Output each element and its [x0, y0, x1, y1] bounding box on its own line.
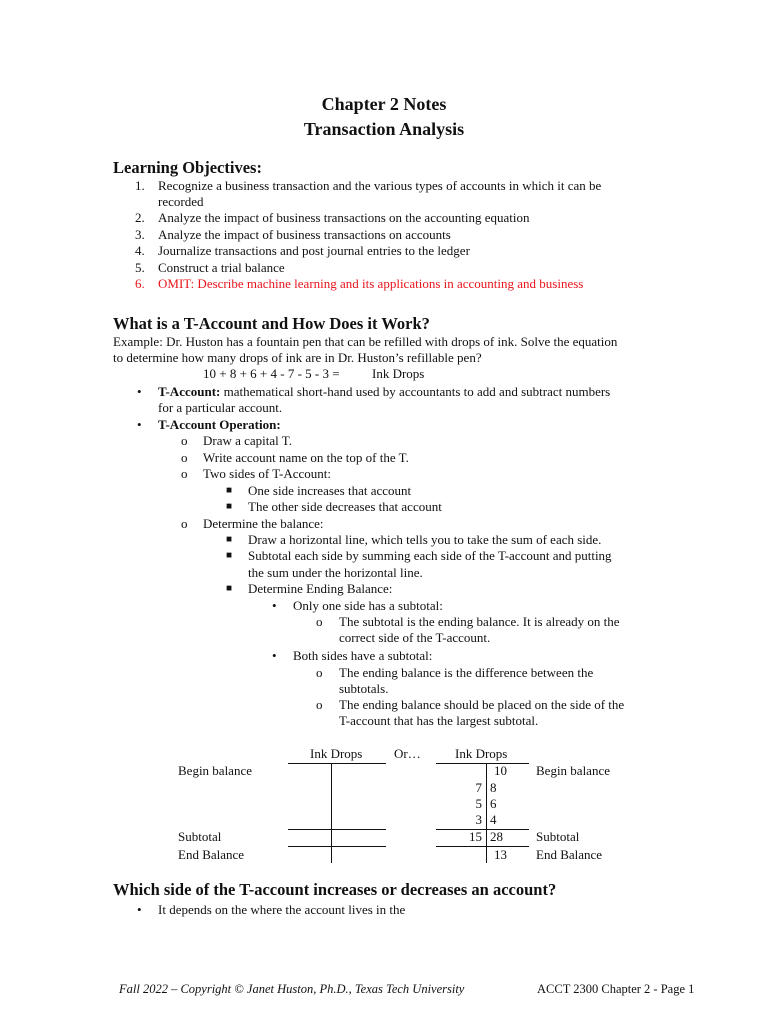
substep-text: The other side decreases that account	[248, 499, 442, 514]
bullet-icon: •	[272, 598, 277, 613]
detail-subtext: The ending balance should be placed on the side of the	[339, 697, 625, 712]
left-taccount-divider	[331, 763, 332, 863]
example-text: to determine how many drops of ink are in Dr. Huston’s refillable pen?	[113, 350, 482, 365]
which-side-text: It depends on the where the account lives in the	[158, 902, 406, 917]
left-side-value: 5	[475, 796, 482, 811]
objective-text: Analyze the impact of business transactions on accounts	[158, 227, 451, 242]
circle-bullet-icon: o	[316, 665, 323, 680]
left-taccount-top-rule	[288, 763, 386, 764]
circle-bullet-icon: o	[181, 450, 188, 465]
step-text: Draw a capital T.	[203, 433, 293, 448]
learning-objectives-heading: Learning Objectives:	[113, 158, 262, 177]
objective-text: recorded	[158, 194, 204, 209]
right-subtotal-rule	[436, 829, 529, 830]
right-side-value: 6	[490, 796, 497, 811]
operation-label: T-Account Operation:	[158, 417, 281, 432]
left-subtotal-rule	[288, 846, 386, 847]
detail-subtext: The subtotal is the ending balance. It is already on the	[339, 614, 620, 629]
footer-copyright: Fall 2022 – Copyright © Janet Huston, Ph.D., Texas Tech University	[119, 982, 465, 996]
doc-title: Chapter 2 Notes	[321, 94, 447, 114]
left-side-value: 7	[475, 780, 482, 795]
substep-text: Draw a horizontal line, which tells you to take the sum of each side.	[248, 532, 602, 547]
term-text: for a particular account.	[158, 400, 283, 415]
detail-subtext: correct side of the T-account.	[339, 630, 491, 645]
term-text: mathematical short-hand used by accountants to add and subtract numbers	[220, 384, 611, 399]
detail-text: Both sides have a subtotal:	[293, 648, 433, 663]
right-end-value: 13	[494, 847, 507, 862]
circle-bullet-icon: o	[181, 466, 188, 481]
objective-text: Journalize transactions and post journal entries to the ledger	[158, 243, 470, 258]
left-subtotal-value: 15	[469, 829, 482, 844]
taccount-heading: What is a T-Account and How Does it Work?	[113, 314, 430, 333]
footer-page-number: ACCT 2300 Chapter 2 - Page 1	[537, 982, 695, 996]
objective-text: Analyze the impact of business transactions on the accounting equation	[158, 210, 530, 225]
right-begin-value: 10	[494, 763, 507, 778]
square-bullet-icon: ■	[226, 550, 233, 561]
step-text: Determine the balance:	[203, 516, 324, 531]
or-label: Or…	[394, 746, 421, 761]
equation: 10 + 8 + 6 + 4 - 7 - 5 - 3 =	[203, 366, 340, 381]
begin-balance-label: Begin balance	[178, 763, 252, 778]
right-side-value: 8	[490, 780, 497, 795]
circle-bullet-icon: o	[316, 614, 323, 629]
right-end-balance-label: End Balance	[536, 847, 603, 862]
bullet-icon: •	[137, 384, 142, 399]
circle-bullet-icon: o	[181, 516, 188, 531]
substep-text: One side increases that account	[248, 483, 412, 498]
left-subtotal-rule	[288, 829, 386, 830]
detail-text: Only one side has a subtotal:	[293, 598, 443, 613]
right-taccount-title: Ink Drops	[455, 746, 508, 761]
objective-number: 1.	[135, 178, 145, 193]
square-bullet-icon: ■	[226, 583, 233, 594]
objective-text-omit: OMIT: Describe machine learning and its applications in accounting and business	[158, 276, 584, 291]
objective-text: Recognize a business transaction and the various types of accounts in which it can be	[158, 178, 602, 193]
substep-text: Determine Ending Balance:	[248, 581, 393, 596]
substep-text: the sum under the horizontal line.	[248, 565, 423, 580]
square-bullet-icon: ■	[226, 485, 233, 496]
example-text: Example: Dr. Huston has a fountain pen that can be refilled with drops of ink. Solve the equation	[113, 334, 618, 349]
objective-number: 3.	[135, 227, 145, 242]
taccount-definition	[158, 384, 610, 400]
circle-bullet-icon: o	[181, 433, 188, 448]
objective-text: Construct a trial balance	[158, 260, 285, 275]
square-bullet-icon: ■	[226, 534, 233, 545]
detail-subtext: T-account that has the largest subtotal.	[339, 713, 539, 728]
square-bullet-icon: ■	[226, 501, 233, 512]
substep-text: Subtotal each side by summing each side of the T-account and putting	[248, 548, 612, 563]
right-subtotal-label: Subtotal	[536, 829, 580, 844]
bullet-icon: •	[272, 648, 277, 663]
right-taccount-top-rule	[436, 763, 529, 764]
right-begin-balance-label: Begin balance	[536, 763, 610, 778]
subtotal-label: Subtotal	[178, 829, 222, 844]
objective-number: 2.	[135, 210, 145, 225]
which-side-heading: Which side of the T-account increases or decreases an account?	[113, 880, 557, 899]
term-label: T-Account:	[158, 384, 221, 399]
equation-unit: Ink Drops	[372, 366, 425, 381]
objective-number: 5.	[135, 260, 145, 275]
detail-subtext: The ending balance is the difference between the	[339, 665, 594, 680]
bullet-icon: •	[137, 902, 142, 917]
step-text: Write account name on the top of the T.	[203, 450, 409, 465]
objective-number: 4.	[135, 243, 145, 258]
right-subtotal-value: 28	[490, 829, 503, 844]
step-text: Two sides of T-Account:	[203, 466, 331, 481]
bullet-icon: •	[137, 417, 142, 432]
doc-subtitle: Transaction Analysis	[303, 119, 465, 139]
left-side-value: 3	[475, 812, 482, 827]
circle-bullet-icon: o	[316, 697, 323, 712]
right-subtotal-rule	[436, 846, 529, 847]
left-taccount-title: Ink Drops	[310, 746, 363, 761]
right-side-value: 4	[490, 812, 497, 827]
end-balance-label: End Balance	[178, 847, 245, 862]
right-taccount-divider	[486, 763, 487, 863]
objective-number: 6.	[135, 276, 145, 291]
detail-subtext: subtotals.	[339, 681, 389, 696]
